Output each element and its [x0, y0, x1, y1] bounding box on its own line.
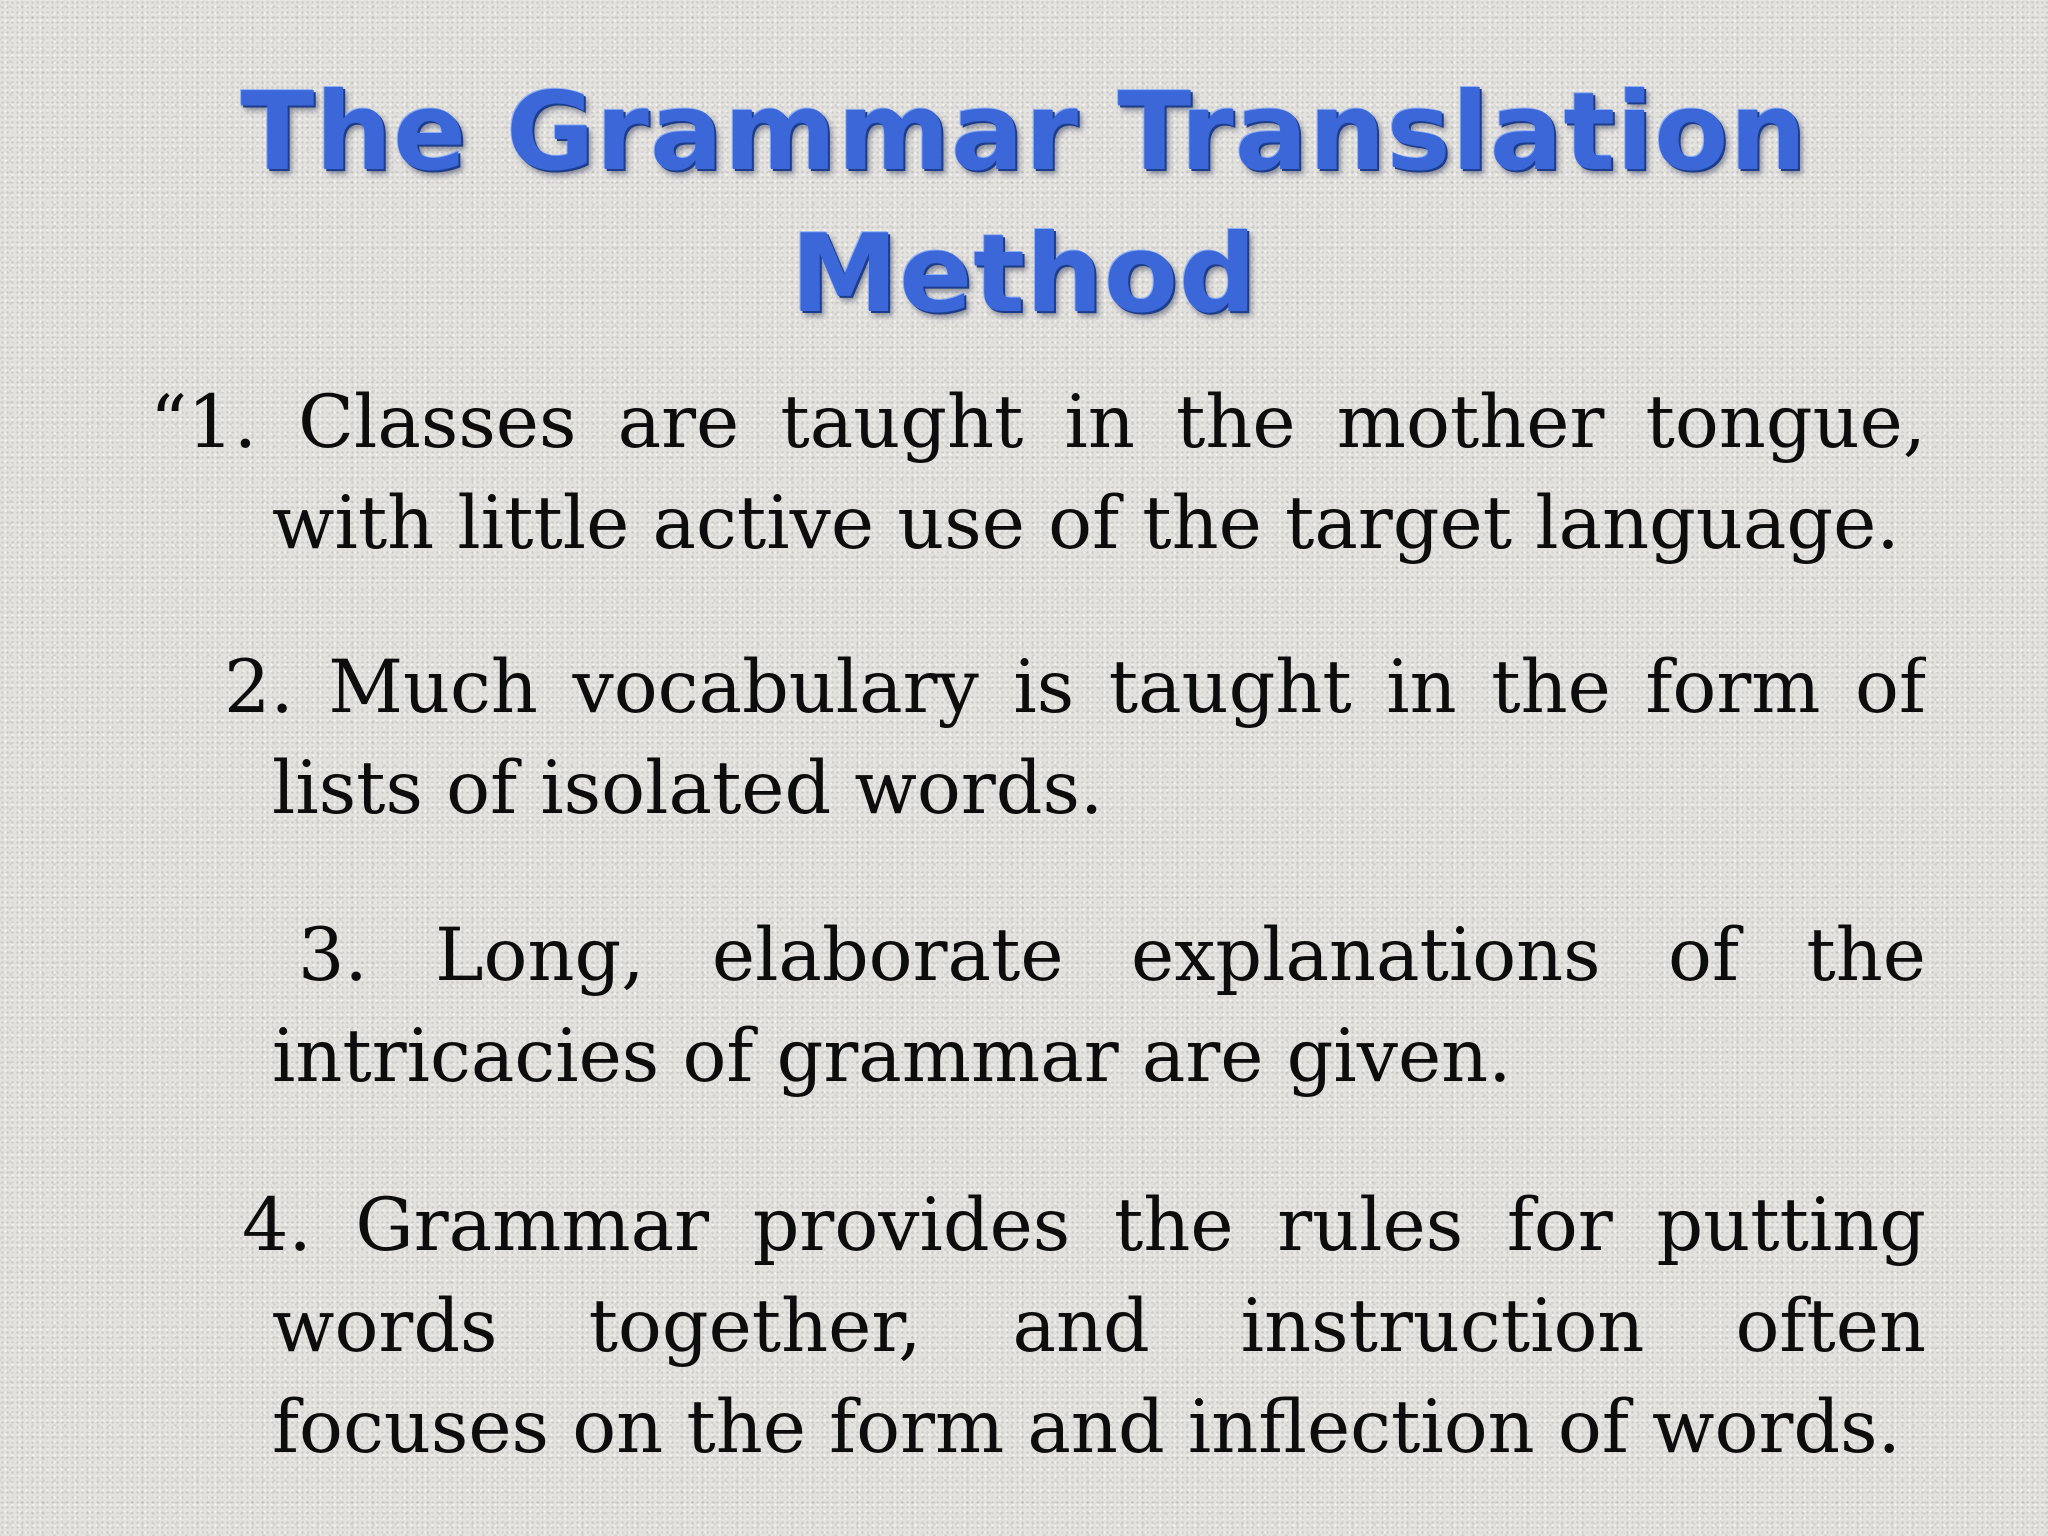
slide-title — [0, 62, 2048, 346]
list-item-2-text-line-1: Much vocabulary is taught in the form of — [328, 645, 1926, 730]
list-item-1-text-line-2: with little active use of the target language. — [272, 481, 1900, 566]
list-item-1-first-line — [150, 372, 1926, 473]
list-item-3-text-line-1: Long, elaborate explanations of the — [435, 913, 1926, 998]
list-item-4-text-line-3: focuses on the form and inflection of words. — [272, 1385, 1901, 1470]
list-item-4-first-line — [242, 1175, 1926, 1276]
list-item-3 — [272, 905, 1926, 1107]
title-line-1: The Grammar Translation — [240, 70, 1808, 195]
list-item-1-text-line-1: Classes are taught in the mother tongue, — [298, 380, 1926, 465]
list-item-4-text-line-2: words together, and instruction often — [272, 1284, 1926, 1369]
list-item-2-text-line-2: lists of isolated words. — [272, 746, 1104, 831]
title-line-2: Method — [790, 212, 1258, 337]
list-item-2 — [224, 637, 1926, 839]
list-item-3-number: 3. — [298, 913, 368, 998]
list-item-3-first-line — [272, 905, 1926, 1006]
list-item-1 — [150, 372, 1926, 574]
list-item-2-number: 2. — [224, 645, 294, 730]
list-item-4-number: 4. — [242, 1183, 312, 1268]
list-item-4-text-line-1: Grammar provides the rules for putting — [355, 1183, 1926, 1268]
list-item-2-first-line — [224, 637, 1926, 738]
list-item-1-number: “1. — [150, 380, 257, 465]
list-item-3-text-line-2: intricacies of grammar are given. — [272, 1014, 1512, 1099]
list-item-4 — [242, 1175, 1926, 1478]
